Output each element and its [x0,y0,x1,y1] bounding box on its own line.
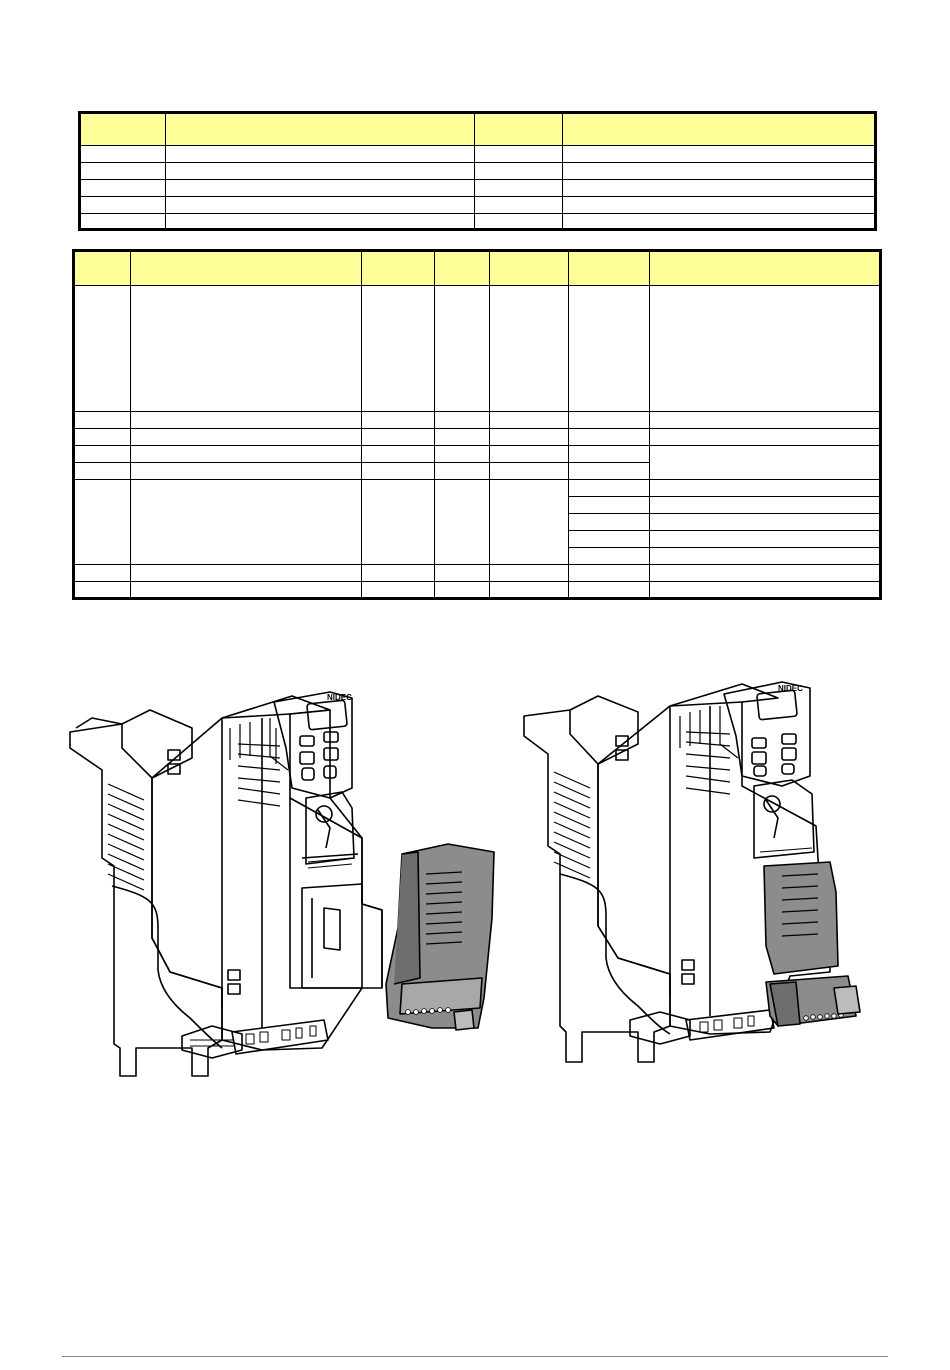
table-1-header-cell [80,113,166,146]
keypad-brand-logo: NIDEC [778,684,803,693]
drive-illustration-module-fitted [520,676,890,1076]
table-1-header-cell [475,113,563,146]
table-1-header-cell [166,113,475,146]
table-row [80,146,876,163]
keypad-brand-logo: NIDEC [327,693,352,702]
drive-illustration-module-removed [62,688,502,1080]
table-row [80,214,876,230]
table-row [74,480,881,497]
table-row [80,180,876,197]
table-row [74,446,881,463]
table-row [80,197,876,214]
table-1 [78,111,877,231]
table-2 [72,249,882,600]
table-row [74,565,881,582]
table-2-header-row [74,251,881,286]
table-1-header-row [80,113,876,146]
table-1-header-cell [563,113,876,146]
footer-rule [62,1356,888,1357]
table-row [74,412,881,429]
table-row [74,582,881,599]
table-row [74,286,881,412]
table-row [80,163,876,180]
table-row [74,429,881,446]
